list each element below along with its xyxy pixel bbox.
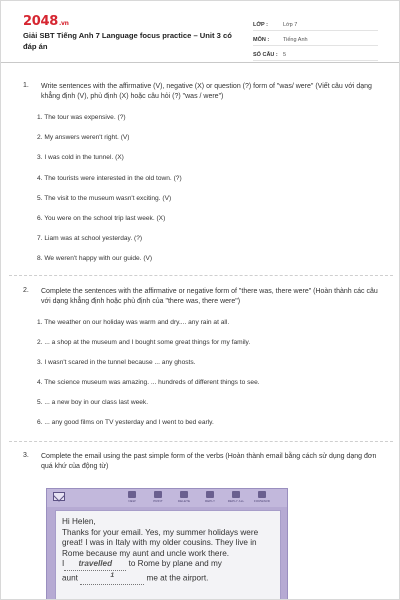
new-icon: [128, 491, 136, 498]
list-item: 8. We weren't happy with our guide. (V): [37, 255, 153, 262]
toolbar-label: PRINT: [153, 499, 163, 503]
email-text: I: [62, 559, 65, 568]
email-body: [55, 510, 281, 600]
meta-row-subject: [253, 31, 378, 46]
question-prompt: Complete the email using the past simple form of the verbs (Hoàn thành email bằng cách sử dụng dạng đơn quá khứ của động từ): [41, 453, 377, 470]
divider: [9, 275, 393, 276]
logo-suffix: .vn: [58, 20, 69, 27]
site-logo[interactable]: [23, 14, 69, 29]
email-toolbar: [47, 489, 287, 507]
list-item: 6. ... any good films on TV yesterday and I went to bed early.: [37, 419, 214, 426]
meta-label: SỐ CÂU :: [253, 52, 278, 58]
answer-blank-1[interactable]: [80, 571, 144, 585]
meta-row-count: [253, 46, 378, 61]
print-icon: [154, 491, 162, 498]
logo-text: 2048: [23, 14, 58, 29]
meta-value: Tiếng Anh: [283, 37, 308, 43]
answer-blank-example: travelled: [64, 559, 126, 571]
forward-icon: [258, 491, 266, 498]
email-line: [62, 571, 274, 585]
email-text: to Rome by plane and my: [128, 559, 222, 568]
meta-value: 5: [283, 52, 287, 58]
toolbar-label: FORWARD: [253, 499, 271, 503]
page-title: Giải SBT Tiếng Anh 7 Language focus practice – Unit 3 có đáp án: [23, 31, 232, 51]
list-item: 7. Liam was at school yesterday. (?): [37, 235, 143, 242]
email-reply-button[interactable]: [197, 491, 223, 506]
document-header: [1, 1, 400, 63]
toolbar-label: NEW: [128, 499, 136, 503]
list-item: 2. My answers weren't right. (V): [37, 134, 130, 141]
toolbar-label: REPLY: [204, 499, 216, 503]
list-item: 6. You were on the school trip last week. (X): [37, 215, 166, 222]
question-number: 1.: [23, 82, 29, 89]
toolbar-label: REPLY ALL: [227, 499, 245, 503]
list-item: 4. The science museum was amazing. ... hundreds of different things to see.: [37, 379, 260, 386]
list-item: 1. The weather on our holiday was warm and dry.... any rain at all.: [37, 319, 230, 326]
toolbar-label: DELETE: [177, 499, 191, 503]
email-text: aunt: [62, 573, 78, 583]
email-new-button[interactable]: [119, 491, 145, 506]
email-greeting: Hi Helen,: [62, 517, 96, 526]
email-forward-button[interactable]: [249, 491, 275, 506]
email-text: me at the airport.: [146, 573, 209, 583]
question-number: 2.: [23, 287, 29, 294]
question-number: 3.: [23, 452, 29, 459]
list-item: 4. The tourists were interested in the old town. (?): [37, 175, 182, 182]
question-prompt: Write sentences with the affirmative (V), negative (X) or question (?) form of "was/ were" (Viết câu với dạng khẳng định (V), phủ định (X) hoặc câu hỏi (?) "was / were"): [41, 83, 372, 100]
reply-icon: [206, 491, 214, 498]
envelope-icon: [53, 492, 65, 501]
email-line: [62, 559, 274, 571]
email-delete-button[interactable]: [171, 491, 197, 506]
question-prompt: Complete the sentences with the affirmative or negative form of "there was, there were" (Hoàn thành các câu với dạng khẳng định hoặc phủ định của "there was, there were"): [41, 288, 378, 305]
email-print-button[interactable]: [145, 491, 171, 506]
meta-value: Lớp 7: [283, 22, 298, 28]
list-item: 3. I was cold in the tunnel. (X): [37, 154, 124, 161]
meta-row-class: [253, 16, 378, 31]
email-reply-all-button[interactable]: [223, 491, 249, 506]
reply-all-icon: [232, 491, 240, 498]
meta-table: [253, 16, 378, 61]
list-item: 5. The visit to the museum wasn't exciting. (V): [37, 195, 172, 202]
blank-number: 1: [110, 571, 115, 579]
meta-label: LỚP :: [253, 22, 268, 28]
list-item: 5. ... a new boy in our class last week.: [37, 399, 149, 406]
email-paragraph: Thanks for your email. Yes, my summer holidays were great! I was in Italy with my older cousins. They live in Rome because my aunt and uncle work there.: [62, 527, 259, 558]
meta-label: MÔN :: [253, 37, 270, 43]
list-item: 3. I wasn't scared in the tunnel because ... any ghosts.: [37, 359, 196, 366]
email-window: [46, 488, 288, 600]
divider: [9, 441, 393, 442]
trash-icon: [180, 491, 188, 498]
list-item: 1. The tour was expensive. (?): [37, 114, 126, 121]
list-item: 2. ... a shop at the museum and I bought some great things for my family.: [37, 339, 251, 346]
